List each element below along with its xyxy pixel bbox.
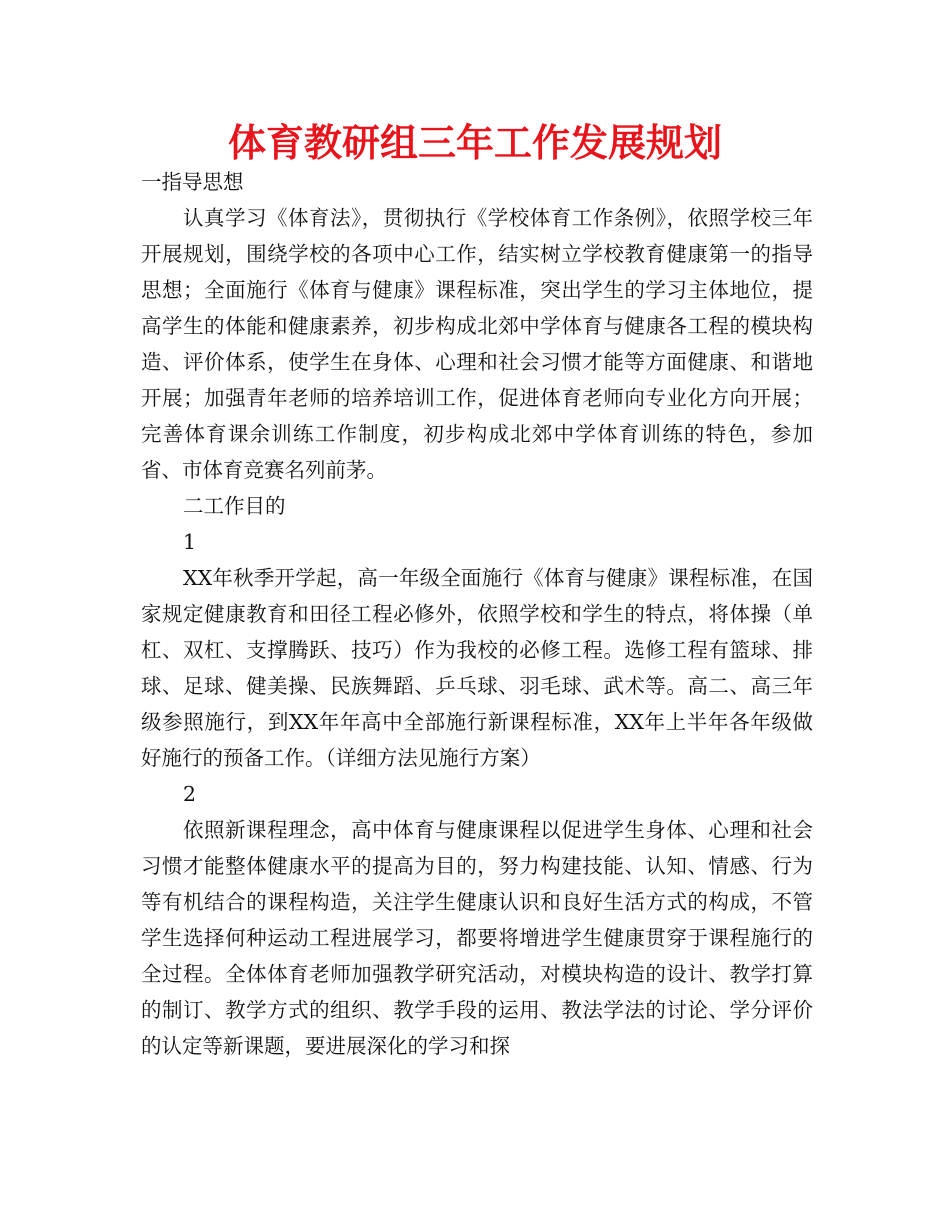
paragraph-item-1: XX年秋季开学起，高一年级全面施行《体育与健康》课程标准，在国家规定健康教育和田径工程必修外，依照学校和学生的特点，将体操（单杠、双杠、支撑腾跃、技巧）作为我校的必修工程。选修工程有篮球、排球、足球、健美操、民族舞蹈、乒乓球、羽毛球、武术等。高二、高三年级参照施行，到XX年年高中全部施行新课程标准，XX年上半年各年级做好施行的预备工作。（详细方法见施行方案） [141,566,813,770]
item-number-1: 1 [183,530,197,554]
paragraph-item-2: 依照新课程理念，高中体育与健康课程以促进学生身体、心理和社会习惯才能整体健康水平的提高为目的，努力构建技能、认知、情感、行为等有机结合的课程构造，关注学生健康认识和良好生活方式的构成，不管学生选择何种运动工程进展学习，都要将增进学生健康贯穿于课程施行的全过程。全体体育老师加强教学研究活动，对模块构造的设计、教学打算的制订、教学方式的组织、教学手段的运用、教法学法的讨论、学分评价的认定等新课题，要进展深化的学习和探 [141,818,813,1058]
item-number-2: 2 [183,782,197,806]
section-heading-work-goals: 二工作目的 [183,494,286,518]
document-title: 体育教研组三年工作发展规划 [227,121,722,165]
paragraph-guiding-ideology: 认真学习《体育法》，贯彻执行《学校体育工作条例》，依照学校三年开展规划，围绕学校的各项中心工作，结实树立学校教育健康第一的指导思想；全面施行《体育与健康》课程标准，突出学生的学习主体地位，提高学生的体能和健康素养，初步构成北郊中学体育与健康各工程的模块构造、评价体系，使学生在身体、心理和社会习惯才能等方面健康、和谐地开展；加强青年老师的培养培训工作，促进体育老师向专业化方向开展；完善体育课余训练工作制度，初步构成北郊中学体育训练的特色，参加省、市体育竞赛名列前茅。 [141,206,813,482]
section-heading-guiding-ideology: 一指导思想 [141,170,244,194]
document-body [141,164,813,1064]
